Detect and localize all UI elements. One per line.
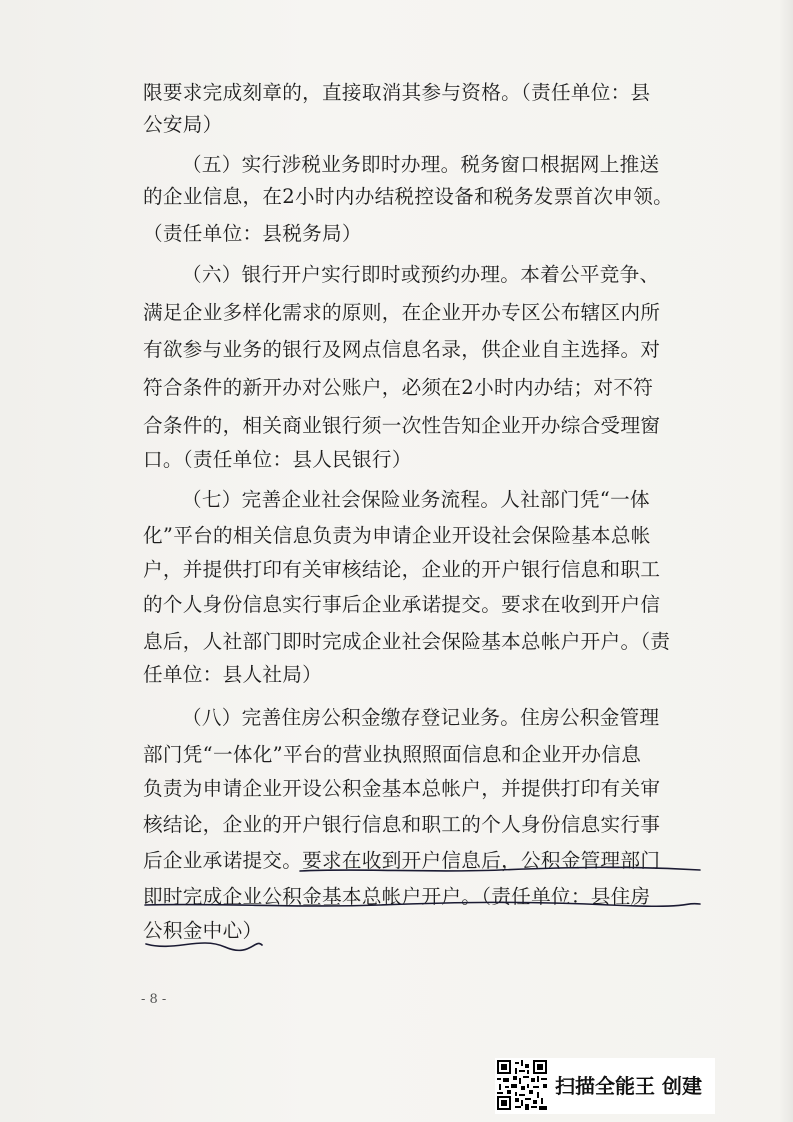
text-line: 户，并提供打印有关审核结论，企业的开户银行信息和职工 <box>143 558 661 581</box>
text-line: 满足企业多样化需求的原则，在企业开办专区公布辖区内所 <box>143 301 661 324</box>
text-line: 后企业承诺提交。要求在收到开户信息后，公积金管理部门 <box>143 849 661 872</box>
scanner-watermark <box>495 1058 715 1114</box>
section-7-heading-line: （七）完善企业社会保险业务流程。人社部门凭“一体 <box>182 488 650 511</box>
text-line: 限要求完成刻章的，直接取消其参与资格。（责任单位：县 <box>143 81 651 104</box>
text-line: 化”平台的相关信息负责为申请企业开设社会保险基本总帐 <box>143 524 651 547</box>
text-line: 负责为申请企业开设公积金基本总帐户，并提供打印有关审 <box>143 777 661 800</box>
page-number: - 8 - <box>141 992 167 1007</box>
qr-code-icon <box>497 1060 547 1110</box>
text-line: 部门凭“一体化”平台的营业执照照面信息和企业开办信息 <box>143 743 642 766</box>
text-line: 公积金中心） <box>143 919 263 942</box>
scanner-brand-text: 扫描全能王 创建 <box>555 1074 702 1098</box>
text-line: 息后，人社部门即时完成企业社会保险基本总帐户开户。（责 <box>143 630 671 653</box>
text-line: （责任单位：县税务局） <box>143 222 362 245</box>
text-line: 任单位：县人社局） <box>143 663 323 686</box>
section-5-heading-line: （五）实行涉税业务即时办理。税务窗口根据网上推送 <box>182 153 660 176</box>
text-line: 的个人身份信息实行事后企业承诺提交。要求在收到开户信 <box>143 593 661 616</box>
text-line: 即时完成企业公积金基本总帐户开户。（责任单位：县住房 <box>143 885 651 908</box>
scan-edge-shadow <box>779 0 793 1122</box>
text-line: 公安局） <box>143 113 223 136</box>
text-line: 符合条件的新开办对公账户，必须在2小时内办结；对不符 <box>143 376 654 399</box>
text-line: 合条件的，相关商业银行须一次性告知企业开办综合受理窗 <box>143 414 661 437</box>
text-line: 有欲参与业务的银行及网点信息名录，供企业自主选择。对 <box>143 338 661 361</box>
section-6-heading-line: （六）银行开户实行即时或预约办理。本着公平竞争、 <box>182 263 660 286</box>
section-8-heading-line: （八）完善住房公积金缴存登记业务。住房公积金管理 <box>182 706 660 729</box>
text-line: 的企业信息，在2小时内办结税控设备和税务发票首次申领。 <box>143 185 674 208</box>
text-line: 核结论，企业的开户银行信息和职工的个人身份信息实行事 <box>143 813 661 836</box>
text-line: 口。（责任单位：县人民银行） <box>143 448 412 471</box>
